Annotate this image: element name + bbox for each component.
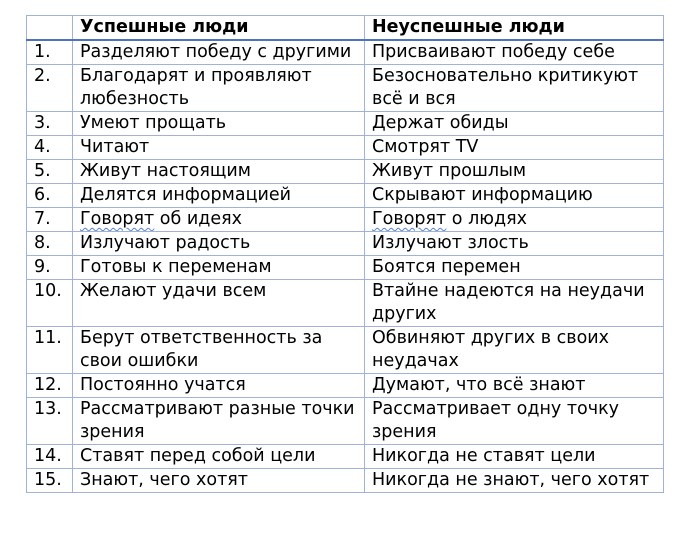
table-row bbox=[27, 160, 664, 184]
successful-cell: Желают удачи всем bbox=[73, 280, 365, 327]
successful-cell: Живут настоящим bbox=[73, 160, 365, 184]
cell-text: о людях bbox=[446, 209, 527, 229]
table-row bbox=[27, 256, 664, 280]
unsuccessful-cell: Скрывают информацию bbox=[365, 184, 664, 208]
table-row bbox=[27, 280, 664, 327]
successful-cell: Знают, чего хотят bbox=[73, 469, 365, 493]
successful-cell: Ставят перед собой цели bbox=[73, 445, 365, 469]
successful-cell: Читают bbox=[73, 136, 365, 160]
row-number: 9. bbox=[27, 256, 73, 280]
row-number: 14. bbox=[27, 445, 73, 469]
table-row bbox=[27, 40, 664, 65]
table-row bbox=[27, 65, 664, 112]
row-number: 8. bbox=[27, 232, 73, 256]
row-number: 3. bbox=[27, 112, 73, 136]
row-number: 1. bbox=[27, 40, 73, 65]
unsuccessful-cell: Обвиняют других в своих неудачах bbox=[365, 327, 664, 374]
header-row bbox=[27, 16, 664, 41]
spellcheck-marked-word: Говорят bbox=[80, 209, 155, 229]
cell-text: об идеях bbox=[154, 209, 242, 229]
table-row bbox=[27, 112, 664, 136]
table-row bbox=[27, 374, 664, 398]
successful-cell: Готовы к переменам bbox=[73, 256, 365, 280]
row-number: 4. bbox=[27, 136, 73, 160]
unsuccessful-cell: Боятся перемен bbox=[365, 256, 664, 280]
table-row bbox=[27, 184, 664, 208]
unsuccessful-cell: Живут прошлым bbox=[365, 160, 664, 184]
successful-cell: Излучают радость bbox=[73, 232, 365, 256]
table-row bbox=[27, 327, 664, 374]
unsuccessful-cell: Втайне надеются на неудачи других bbox=[365, 280, 664, 327]
table-row bbox=[27, 232, 664, 256]
row-number: 2. bbox=[27, 65, 73, 112]
unsuccessful-cell: Излучают злость bbox=[365, 232, 664, 256]
row-number: 12. bbox=[27, 374, 73, 398]
successful-cell: Делятся информацией bbox=[73, 184, 365, 208]
unsuccessful-cell: Рассматривает одну точку зрения bbox=[365, 398, 664, 445]
row-number: 5. bbox=[27, 160, 73, 184]
unsuccessful-cell bbox=[365, 208, 664, 232]
successful-cell bbox=[73, 208, 365, 232]
unsuccessful-cell: Никогда не знают, чего хотят bbox=[365, 469, 664, 493]
unsuccessful-cell: Безосновательно критикуют всё и вся bbox=[365, 65, 664, 112]
successful-cell: Разделяют победу с другими bbox=[73, 40, 365, 65]
row-number: 6. bbox=[27, 184, 73, 208]
successful-cell: Рассматривают разные точки зрения bbox=[73, 398, 365, 445]
unsuccessful-cell: Смотрят TV bbox=[365, 136, 664, 160]
header-unsuccessful: Неуспешные люди bbox=[365, 16, 664, 41]
unsuccessful-cell: Никогда не ставят цели bbox=[365, 445, 664, 469]
table-row bbox=[27, 136, 664, 160]
header-number bbox=[27, 16, 73, 41]
row-number: 7. bbox=[27, 208, 73, 232]
table-row bbox=[27, 469, 664, 493]
table-row bbox=[27, 445, 664, 469]
row-number: 13. bbox=[27, 398, 73, 445]
table-row bbox=[27, 208, 664, 232]
header-successful: Успешные люди bbox=[73, 16, 365, 41]
row-number: 11. bbox=[27, 327, 73, 374]
unsuccessful-cell: Думают, что всё знают bbox=[365, 374, 664, 398]
successful-cell: Берут ответственность за свои ошибки bbox=[73, 327, 365, 374]
unsuccessful-cell: Держат обиды bbox=[365, 112, 664, 136]
row-number: 10. bbox=[27, 280, 73, 327]
spellcheck-marked-word: Говорят bbox=[372, 209, 447, 229]
successful-cell: Благодарят и проявляют любезность bbox=[73, 65, 365, 112]
row-number: 15. bbox=[27, 469, 73, 493]
successful-cell: Постоянно учатся bbox=[73, 374, 365, 398]
successful-cell: Умеют прощать bbox=[73, 112, 365, 136]
comparison-table bbox=[26, 15, 664, 493]
unsuccessful-cell: Присваивают победу себе bbox=[365, 40, 664, 65]
table-row bbox=[27, 398, 664, 445]
